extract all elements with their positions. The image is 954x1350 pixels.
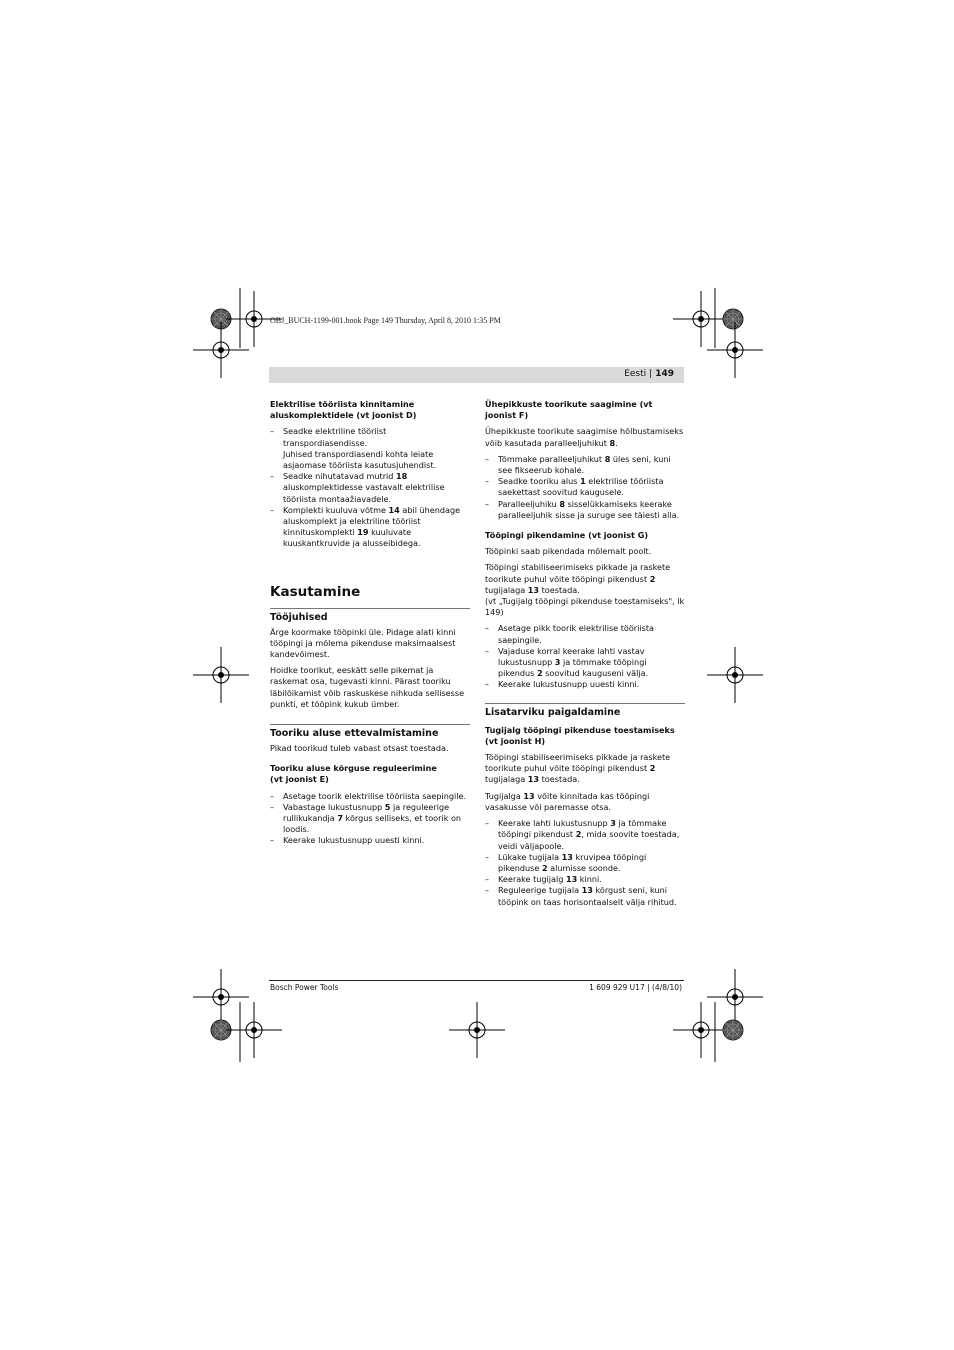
list-item xyxy=(270,471,470,505)
text-run: Keerake lahti lukustusnupp xyxy=(498,818,611,829)
paragraph: Ärge koormake tööpinki üle. Pidage alati kinni tööpingi ja mõlema pikenduse maksimaalsest kandevõimest. xyxy=(270,626,456,660)
reference-number: 13 xyxy=(561,851,573,862)
text-run: Paralleeljuhiku xyxy=(498,498,560,509)
reference-number: 13 xyxy=(581,885,593,896)
text-run: . xyxy=(615,437,618,448)
text-run: aluskomplektidesse vastavalt elektrilise tööriista montaažiavadele. xyxy=(283,482,445,504)
text-run: (vt „Tugijalg tööpingi pikenduse toestamiseks", lk 149) xyxy=(485,596,685,618)
reference-number: 18 xyxy=(396,471,408,482)
reference-number: 8 xyxy=(559,498,566,509)
text-run: ja reguleerige rullikukandja xyxy=(283,801,450,824)
registration-cross xyxy=(193,322,249,378)
heading-line: (vt joonist H) xyxy=(485,735,546,746)
list-item xyxy=(270,791,470,802)
instruction-list xyxy=(485,623,685,690)
text-run: Tõmmake paralleeljuhikut xyxy=(498,453,605,464)
text-run: tugijalaga xyxy=(485,584,528,595)
text-run: Keerake lukustusnupp uuesti kinni. xyxy=(283,835,425,846)
section-heading: Tooriku aluse ettevalmistamine xyxy=(270,728,439,740)
reference-number: 13 xyxy=(565,874,578,885)
text-run: ja tõmmake tööpingi pikendust xyxy=(498,818,667,840)
paragraph: Pikad toorikud tuleb vabast otsast toestada. xyxy=(270,743,449,754)
text-run: toestada. xyxy=(539,774,580,785)
list-item xyxy=(485,874,685,885)
text-run: kõrgus selliseks, et toorik on loodis. xyxy=(283,813,462,835)
text-run: , mida soovite toestada, veidi väljapoole. xyxy=(498,829,680,851)
list-item xyxy=(485,623,685,645)
list-item xyxy=(485,818,685,852)
reference-number: 2 xyxy=(541,862,548,873)
divider-heading xyxy=(485,703,685,719)
reference-number: 13 xyxy=(527,584,540,595)
registration-cross xyxy=(193,647,249,703)
section-heading: Lisatarviku paigaldamine xyxy=(485,706,621,718)
text-run: Tööpingi stabiliseerimiseks pikkade ja raskete toorikute puhul võite tööpingi pikendust xyxy=(485,562,671,584)
paragraph xyxy=(485,752,685,786)
section-heading: Tööpingi pikendamine (vt joonist G) xyxy=(485,530,649,541)
text-run: kuuluvate kuuskantkruvide ja alusseibidega. xyxy=(283,527,421,549)
text-run: Tööpingi stabiliseerimiseks pikkade ja raskete toorikute puhul võite tööpingi pikendust xyxy=(485,752,671,774)
registration-cross xyxy=(193,969,249,1025)
header-separator: | xyxy=(649,369,653,379)
left-column xyxy=(270,399,470,852)
list-item xyxy=(270,426,470,471)
reference-number: 2 xyxy=(649,573,656,584)
instruction-list xyxy=(485,818,685,908)
heading-line: Tooriku aluse kõrguse reguleerimine xyxy=(270,763,437,774)
text-run: Seadke elektriline tööriist transpordiasendisse. xyxy=(283,426,387,448)
header-language: Eesti xyxy=(624,369,647,379)
text-run: Tugijalga xyxy=(485,790,524,801)
reference-number: 2 xyxy=(536,668,543,679)
section-heading xyxy=(270,399,470,421)
reference-number: 2 xyxy=(649,763,656,774)
paragraph: Tööpinki saab pikendada mõlemalt poolt. xyxy=(485,546,652,557)
text-run: Seadke tooriku alus xyxy=(498,476,581,487)
footer-publisher: Bosch Power Tools xyxy=(270,983,339,992)
text-run: Ühepikkuste toorikute saagimise hõlbustamiseks võib kasutada paralleeljuhikut xyxy=(485,426,684,448)
text-run: Keerake lukustusnupp uuesti kinni. xyxy=(498,679,640,690)
text-run: alumisse soonde. xyxy=(547,862,621,873)
text-run: elektrilise tööriista saekettast soovitud kaugusele. xyxy=(498,476,664,498)
color-rosette xyxy=(723,309,743,329)
reference-number: 3 xyxy=(610,818,616,829)
registration-cross xyxy=(449,1002,505,1058)
registration-cross xyxy=(673,1002,729,1058)
section-heading: Tööjuhised xyxy=(270,611,328,623)
page-number: 149 xyxy=(655,369,674,379)
text-run: Vabastage lukustusnupp xyxy=(283,801,385,812)
heading-line: Elektrilise tööriista kinnitamine xyxy=(270,399,415,409)
section-heading: Ühepikkuste toorikute saagimine (vt joonist F) xyxy=(485,399,653,421)
reference-number: 8 xyxy=(609,437,616,448)
text-run: Vajaduse korral keerake lahti vastav lukustusnupp xyxy=(498,645,645,668)
heading-line: aluskomplektidele (vt joonist D) xyxy=(270,410,417,421)
text-run: üles seni, kuni see fikseerub kohale. xyxy=(498,453,671,476)
text-run: sisselükkamiseks keerake paralleeljuhik sisse ja suruge see täiesti alla. xyxy=(498,498,680,520)
registration-cross xyxy=(673,291,729,347)
footer-doc-number: 1 609 929 U17 | (4/8/10) xyxy=(589,983,682,992)
footer-divider xyxy=(269,980,684,981)
list-item xyxy=(270,802,470,836)
print-info: OBJ_BUCH-1199-001.book Page 149 Thursday, April 8, 2010 1:35 PM xyxy=(270,316,501,325)
registration-cross xyxy=(226,1002,282,1058)
sub-heading xyxy=(485,725,685,747)
list-item xyxy=(485,885,685,907)
divider-heading xyxy=(270,608,470,624)
text-run: toestada. xyxy=(539,584,580,595)
list-item xyxy=(270,835,470,846)
text-run: Juhised transpordiasendi kohta leiate asjaomase tööriista kasutusjuhendist. xyxy=(283,448,437,471)
reference-number: 2 xyxy=(575,829,582,840)
reference-number: 14 xyxy=(388,504,400,515)
text-run: ja tõmmake tööpingi pikendus xyxy=(498,657,647,679)
text-run: Seadke nihutatavad mutrid xyxy=(283,471,397,482)
text-run: kõrgust seni, kuni tööpink on taas horisontaalselt välja rihitud. xyxy=(498,885,677,907)
text-run: Asetage toorik elektrilise tööriista saepingile. xyxy=(283,790,467,801)
paragraph xyxy=(485,562,685,618)
text-run: tugijalaga xyxy=(485,774,528,785)
list-item xyxy=(485,476,685,498)
list-item xyxy=(485,852,685,874)
page-header xyxy=(269,367,684,383)
text-run: võite kinnitada kas tööpingi vasakusse või paremasse otsa. xyxy=(485,790,650,812)
reference-number: 13 xyxy=(527,774,540,785)
list-item xyxy=(485,646,685,680)
list-item xyxy=(270,505,470,550)
heading-line: Tugijalg tööpingi pikenduse toestamiseks xyxy=(485,724,675,735)
color-rosette xyxy=(723,1020,743,1040)
text-run: Asetage pikk toorik elektrilise tööriista saepingile. xyxy=(498,623,654,645)
list-item xyxy=(485,454,685,476)
reference-number: 8 xyxy=(604,453,611,464)
reference-number: 1 xyxy=(580,476,586,487)
right-column xyxy=(485,399,685,913)
paragraph: Hoidke toorikut, eeskätt selle pikemat ja raskemat osa, tugevasti kinni. Pärast tooriku läbilõikamist võib raskuskese nihkuda sellisesse punkti, et tööpink kukub ümber. xyxy=(270,665,465,709)
list-item xyxy=(485,679,685,690)
instruction-list xyxy=(485,454,685,521)
paragraph xyxy=(485,791,685,813)
text-run: soovitud kauguseni välja. xyxy=(542,668,649,679)
text-run: abil ühendage aluskomplekt ja elektriline tööriist kinnituskomplekti xyxy=(283,504,461,538)
sub-heading xyxy=(270,763,470,785)
text-run: Lükake tugijala xyxy=(498,851,562,862)
paragraph xyxy=(485,426,685,448)
chapter-title: Kasutamine xyxy=(270,583,361,600)
instruction-list xyxy=(270,426,470,549)
instruction-list xyxy=(270,791,470,847)
heading-line: (vt joonist E) xyxy=(270,774,329,785)
divider-heading xyxy=(270,724,470,740)
list-item xyxy=(485,499,685,521)
text-run: kinni. xyxy=(577,874,602,885)
reference-number: 5 xyxy=(384,801,391,812)
reference-number: 7 xyxy=(337,813,343,824)
reference-number: 19 xyxy=(357,527,369,538)
text-run: kruvipea tööpingi pikenduse xyxy=(498,851,647,873)
text-run: Keerake tugijalg xyxy=(498,874,566,885)
text-run: Komplekti kuuluva võtme xyxy=(283,504,389,515)
header-label xyxy=(624,369,674,379)
text-run: Reguleerige tugijala xyxy=(498,885,582,896)
registration-cross xyxy=(707,647,763,703)
reference-number: 13 xyxy=(523,790,535,801)
reference-number: 3 xyxy=(554,657,561,668)
